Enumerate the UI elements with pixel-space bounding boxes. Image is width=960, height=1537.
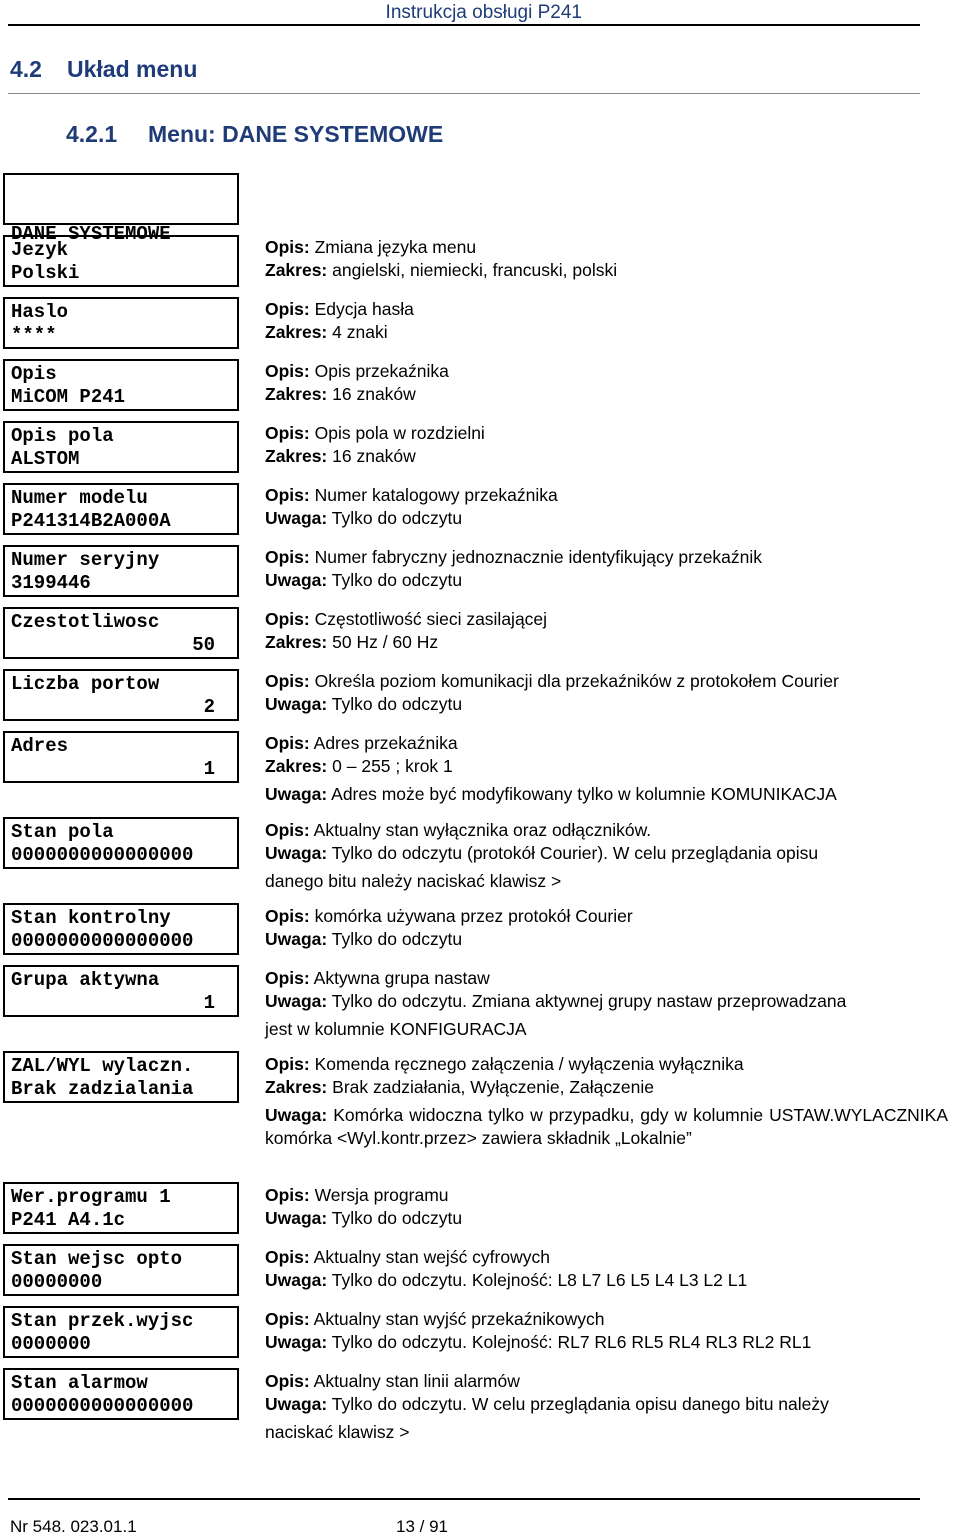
cell-value: 2: [203, 696, 215, 718]
note-zal-wyl: [265, 1104, 948, 1150]
description-opis-pola: [265, 422, 950, 468]
menu-header-label: DANE SYSTEMOWE: [11, 223, 171, 245]
description-wer-programu: [265, 1184, 950, 1230]
description-detail: Tylko do odczytu: [331, 570, 463, 590]
menu-cell-opis: [3, 359, 239, 411]
label-secondary: Zakres:: [265, 384, 328, 404]
label-opis: Opis:: [265, 361, 310, 381]
cell-value: P241 A4.1c: [11, 1209, 126, 1231]
menu-cell-stan-alarmow: [3, 1368, 239, 1420]
cell-value: 0000000: [11, 1333, 91, 1355]
description-text: Opis pola w rozdzielni: [314, 423, 485, 443]
footer-rule: [8, 1498, 920, 1500]
description-detail: Brak zadziałania, Wyłączenie, Załączenie: [332, 1077, 654, 1097]
label-opis: Opis:: [265, 1371, 310, 1391]
cell-title: ZAL/WYL wylaczn.: [11, 1055, 194, 1077]
description-detail: Tylko do odczytu: [331, 508, 463, 528]
label-opis: Opis:: [265, 423, 310, 443]
menu-cell-stan-kontrolny: [3, 903, 239, 955]
description-opis: [265, 360, 950, 406]
cell-title: Opis pola: [11, 425, 114, 447]
cell-value: ALSTOM: [11, 448, 80, 470]
description-detail: Tylko do odczytu: [331, 1208, 463, 1228]
document-header-title: Instrukcja obsługi P241: [385, 2, 582, 23]
cell-title: Wer.programu 1: [11, 1186, 171, 1208]
cell-title: Opis: [11, 363, 57, 385]
menu-cell-stan-pola: [3, 817, 239, 869]
note-text: danego bitu należy naciskać klawisz >: [265, 871, 562, 891]
label-opis: Opis:: [265, 547, 310, 567]
cell-title: Grupa aktywna: [11, 969, 160, 991]
footer-doc-number: Nr 548. 023.01.1: [10, 1517, 137, 1536]
cell-value: 0000000000000000: [11, 844, 194, 866]
description-detail: Tylko do odczytu. Kolejność: RL7 RL6 RL5 RL4 RL3 RL2 RL1: [331, 1332, 812, 1352]
description-text: Aktualny stan wyłącznika oraz odłączników.: [313, 820, 652, 840]
cell-title: Stan przek.wyjsc: [11, 1310, 194, 1332]
menu-cell-numer-modelu: [3, 483, 239, 535]
cell-title: Czestotliwosc: [11, 611, 160, 633]
description-liczba-portow: [265, 670, 950, 716]
label-opis: Opis:: [265, 1309, 310, 1329]
description-adres: [265, 732, 950, 778]
cell-value: Polski: [11, 262, 80, 284]
label-secondary: Zakres:: [265, 446, 328, 466]
cell-title: Numer seryjny: [11, 549, 160, 571]
description-detail: Tylko do odczytu. W celu przeglądania opisu danego bitu należy: [331, 1394, 829, 1414]
cell-title: Stan pola: [11, 821, 114, 843]
label-opis: Opis:: [265, 1247, 310, 1267]
cell-title: Liczba portow: [11, 673, 160, 695]
description-detail: 16 znaków: [332, 384, 416, 404]
label-opis: Opis:: [265, 609, 310, 629]
note-text: naciskać klawisz >: [265, 1422, 410, 1442]
description-stan-przek-wyjsc: [265, 1308, 950, 1354]
description-text: Aktualny stan wyjść przekaźnikowych: [313, 1309, 605, 1329]
note-text: jest w kolumnie KONFIGURACJA: [265, 1019, 527, 1039]
cell-value: 3199446: [11, 572, 91, 594]
label-opis: Opis:: [265, 485, 310, 505]
menu-cell-liczba-portow: [3, 669, 239, 721]
description-detail: angielski, niemiecki, francuski, polski: [332, 260, 618, 280]
label-secondary: Uwaga:: [265, 1270, 328, 1290]
header-rule: [8, 24, 920, 26]
description-text: Aktualny stan wejść cyfrowych: [313, 1247, 550, 1267]
cell-title: Adres: [11, 735, 69, 757]
cell-title: Haslo: [11, 301, 69, 323]
cell-value: 0000000000000000: [11, 1395, 194, 1417]
label-secondary: Uwaga:: [265, 929, 328, 949]
description-text: Numer katalogowy przekaźnika: [314, 485, 558, 505]
cell-title: Jezyk: [11, 239, 69, 261]
label-secondary: Uwaga:: [265, 1332, 328, 1352]
menu-cell-numer-seryjny: [3, 545, 239, 597]
description-text: Edycja hasła: [314, 299, 414, 319]
cell-value: P241314B2A000A: [11, 510, 171, 532]
description-text: komórka używana przez protokół Courier: [314, 906, 633, 926]
description-detail: Tylko do odczytu: [331, 929, 463, 949]
label-secondary: Zakres:: [265, 632, 328, 652]
description-czestotliwosc: [265, 608, 950, 654]
label-secondary: Uwaga:: [265, 570, 328, 590]
section-rule: [8, 93, 920, 94]
description-text: Aktualny stan linii alarmów: [313, 1371, 520, 1391]
label-uwaga: Uwaga:: [265, 784, 328, 804]
label-opis: Opis:: [265, 733, 310, 753]
section-title: Układ menu: [67, 56, 198, 82]
description-detail: Tylko do odczytu (protokół Courier). W celu przeglądania opisu: [331, 843, 819, 863]
menu-header-cell: [3, 173, 239, 245]
note-grupa: [265, 1018, 950, 1041]
description-stan-kontrolny: [265, 905, 950, 951]
label-opis: Opis:: [265, 671, 310, 691]
description-detail: 16 znaków: [332, 446, 416, 466]
cell-value: 00000000: [11, 1271, 103, 1293]
description-detail: 4 znaki: [332, 322, 388, 342]
menu-cell-wer-programu: [3, 1182, 239, 1234]
description-numer-seryjny: [265, 546, 950, 592]
description-detail: Tylko do odczytu. Kolejność: L8 L7 L6 L5 L4 L3 L2 L1: [331, 1270, 748, 1290]
label-secondary: Uwaga:: [265, 843, 328, 863]
description-detail: Tylko do odczytu. Zmiana aktywnej grupy nastaw przeprowadzana: [331, 991, 847, 1011]
menu-cell-opis-pola: [3, 421, 239, 473]
section-heading: [10, 56, 197, 83]
cell-value: 1: [203, 992, 215, 1014]
description-text: Komenda ręcznego załączenia / wyłączenia wyłącznika: [314, 1054, 744, 1074]
label-secondary: Uwaga:: [265, 508, 328, 528]
subsection-heading: [66, 121, 443, 148]
note-text: Komórka widoczna tylko w przypadku, gdy w kolumnie USTAW.WYLACZNIKA komórka <Wyl.kontr.przez> zawiera składnik „Lokalnie”: [265, 1105, 948, 1148]
cell-value: ****: [11, 324, 57, 346]
description-stan-alarmow: [265, 1370, 950, 1416]
description-detail: 50 Hz / 60 Hz: [332, 632, 439, 652]
cell-title: Numer modelu: [11, 487, 148, 509]
description-text: Zmiana języka menu: [314, 237, 477, 257]
section-number: 4.2: [10, 56, 42, 82]
description-text: Aktywna grupa nastaw: [313, 968, 490, 988]
description-haslo: [265, 298, 950, 344]
footer-page-number: 13 / 91: [396, 1517, 448, 1536]
subsection-title: Menu: DANE SYSTEMOWE: [148, 121, 444, 147]
label-secondary: Uwaga:: [265, 991, 328, 1011]
menu-cell-haslo: [3, 297, 239, 349]
description-text: Określa poziom komunikacji dla przekaźników z protokołem Courier: [314, 671, 839, 691]
menu-cell-czestotliwosc: [3, 607, 239, 659]
description-text: Numer fabryczny jednoznacznie identyfikujący przekaźnik: [314, 547, 763, 567]
description-stan-pola: [265, 819, 950, 865]
label-secondary: Uwaga:: [265, 1394, 328, 1414]
description-zal-wyl: [265, 1053, 950, 1099]
menu-cell-stan-wejsc-opto: [3, 1244, 239, 1296]
cell-value: 1: [203, 758, 215, 780]
description-jezyk: [265, 236, 950, 282]
label-opis: Opis:: [265, 820, 310, 840]
menu-cell-grupa-aktywna: [3, 965, 239, 1017]
description-text: Częstotliwość sieci zasilającej: [314, 609, 548, 629]
note-text: Adres może być modyfikowany tylko w kolumnie KOMUNIKACJA: [331, 784, 837, 804]
menu-cell-adres: [3, 731, 239, 783]
cell-title: Stan alarmow: [11, 1372, 148, 1394]
cell-value: MiCOM P241: [11, 386, 126, 408]
menu-cell-stan-przek-wyjsc: [3, 1306, 239, 1358]
cell-value: 0000000000000000: [11, 930, 194, 952]
description-detail: Tylko do odczytu: [331, 694, 463, 714]
menu-cell-zal-wyl: [3, 1051, 239, 1103]
label-secondary: Zakres:: [265, 756, 328, 776]
label-secondary: Zakres:: [265, 322, 328, 342]
label-opis: Opis:: [265, 1054, 310, 1074]
note-adres: [265, 783, 950, 806]
description-grupa-aktywna: [265, 967, 950, 1013]
description-text: Opis przekaźnika: [314, 361, 449, 381]
label-opis: Opis:: [265, 299, 310, 319]
description-detail: 0 – 255 ; krok 1: [332, 756, 453, 776]
subsection-number: 4.2.1: [66, 121, 118, 147]
cell-value: 50: [192, 634, 215, 656]
label-opis: Opis:: [265, 906, 310, 926]
cell-title: Stan kontrolny: [11, 907, 171, 929]
description-text: Adres przekaźnika: [313, 733, 458, 753]
label-secondary: Zakres:: [265, 260, 328, 280]
label-opis: Opis:: [265, 237, 310, 257]
label-opis: Opis:: [265, 1185, 310, 1205]
note-alarmy: [265, 1421, 950, 1444]
description-stan-wejsc-opto: [265, 1246, 950, 1292]
label-uwaga: Uwaga:: [265, 1105, 328, 1125]
label-opis: Opis:: [265, 968, 310, 988]
label-secondary: Uwaga:: [265, 694, 328, 714]
description-numer-modelu: [265, 484, 950, 530]
label-secondary: Zakres:: [265, 1077, 328, 1097]
menu-cell-jezyk: [3, 235, 239, 287]
label-secondary: Uwaga:: [265, 1208, 328, 1228]
note-stan-pola: [265, 870, 950, 893]
cell-value: Brak zadzialania: [11, 1078, 194, 1100]
cell-title: Stan wejsc opto: [11, 1248, 183, 1270]
description-text: Wersja programu: [314, 1185, 449, 1205]
